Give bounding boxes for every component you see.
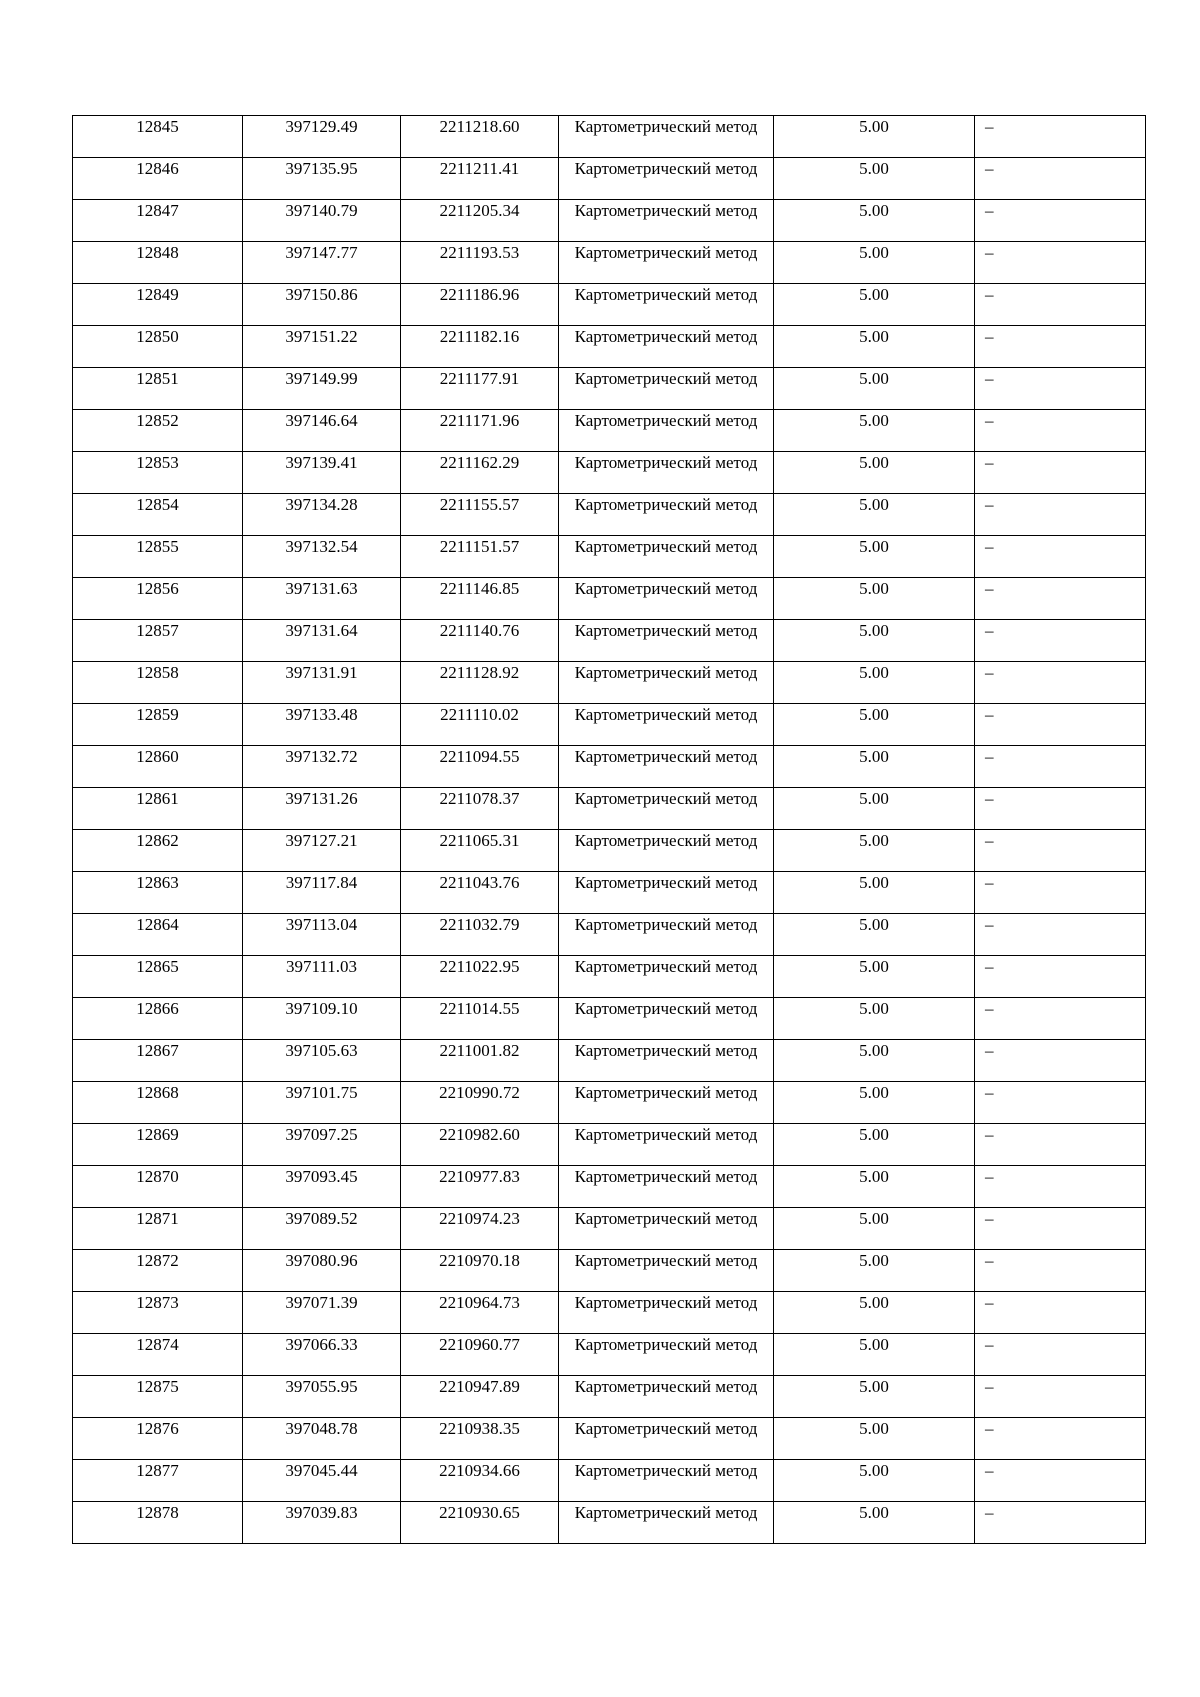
method-cell: Картометрический метод — [559, 1292, 774, 1334]
table-row — [73, 1418, 1146, 1460]
description-cell: – — [975, 830, 1146, 872]
table-row — [73, 410, 1146, 452]
method-cell: Картометрический метод — [559, 242, 774, 284]
y-coordinate-cell: 2211032.79 — [401, 914, 559, 956]
accuracy-cell: 5.00 — [774, 998, 975, 1040]
accuracy-cell: 5.00 — [774, 1040, 975, 1082]
y-coordinate-cell: 2211151.57 — [401, 536, 559, 578]
accuracy-cell: 5.00 — [774, 746, 975, 788]
point-number-cell: 12851 — [73, 368, 243, 410]
method-cell: Картометрический метод — [559, 620, 774, 662]
y-coordinate-cell: 2210977.83 — [401, 1166, 559, 1208]
point-number-cell: 12845 — [73, 116, 243, 158]
method-cell: Картометрический метод — [559, 998, 774, 1040]
method-cell: Картометрический метод — [559, 1502, 774, 1544]
point-number-cell: 12848 — [73, 242, 243, 284]
method-cell: Картометрический метод — [559, 368, 774, 410]
x-coordinate-cell: 397127.21 — [243, 830, 401, 872]
point-number-cell: 12853 — [73, 452, 243, 494]
point-number-cell: 12863 — [73, 872, 243, 914]
accuracy-cell: 5.00 — [774, 494, 975, 536]
accuracy-cell: 5.00 — [774, 1166, 975, 1208]
point-number-cell: 12854 — [73, 494, 243, 536]
table-row — [73, 788, 1146, 830]
y-coordinate-cell: 2210970.18 — [401, 1250, 559, 1292]
point-number-cell: 12876 — [73, 1418, 243, 1460]
method-cell: Картометрический метод — [559, 326, 774, 368]
description-cell: – — [975, 536, 1146, 578]
method-cell: Картометрический метод — [559, 1040, 774, 1082]
y-coordinate-cell: 2210938.35 — [401, 1418, 559, 1460]
description-cell: – — [975, 200, 1146, 242]
table-row — [73, 578, 1146, 620]
x-coordinate-cell: 397101.75 — [243, 1082, 401, 1124]
y-coordinate-cell: 2211014.55 — [401, 998, 559, 1040]
accuracy-cell: 5.00 — [774, 578, 975, 620]
table-row — [73, 1502, 1146, 1544]
accuracy-cell: 5.00 — [774, 1250, 975, 1292]
y-coordinate-cell: 2211155.57 — [401, 494, 559, 536]
description-cell: – — [975, 410, 1146, 452]
table-row — [73, 242, 1146, 284]
x-coordinate-cell: 397105.63 — [243, 1040, 401, 1082]
description-cell: – — [975, 452, 1146, 494]
x-coordinate-cell: 397111.03 — [243, 956, 401, 998]
accuracy-cell: 5.00 — [774, 1502, 975, 1544]
y-coordinate-cell: 2211177.91 — [401, 368, 559, 410]
point-number-cell: 12861 — [73, 788, 243, 830]
point-number-cell: 12867 — [73, 1040, 243, 1082]
description-cell: – — [975, 578, 1146, 620]
accuracy-cell: 5.00 — [774, 368, 975, 410]
y-coordinate-cell: 2211146.85 — [401, 578, 559, 620]
accuracy-cell: 5.00 — [774, 662, 975, 704]
x-coordinate-cell: 397135.95 — [243, 158, 401, 200]
y-coordinate-cell: 2210960.77 — [401, 1334, 559, 1376]
point-number-cell: 12871 — [73, 1208, 243, 1250]
point-number-cell: 12872 — [73, 1250, 243, 1292]
description-cell: – — [975, 914, 1146, 956]
y-coordinate-cell: 2211022.95 — [401, 956, 559, 998]
accuracy-cell: 5.00 — [774, 1082, 975, 1124]
table-row — [73, 914, 1146, 956]
method-cell: Картометрический метод — [559, 746, 774, 788]
y-coordinate-cell: 2211218.60 — [401, 116, 559, 158]
x-coordinate-cell: 397146.64 — [243, 410, 401, 452]
x-coordinate-cell: 397097.25 — [243, 1124, 401, 1166]
table-row — [73, 1292, 1146, 1334]
description-cell: – — [975, 1166, 1146, 1208]
accuracy-cell: 5.00 — [774, 284, 975, 326]
table-row — [73, 1334, 1146, 1376]
description-cell: – — [975, 1124, 1146, 1166]
method-cell: Картометрический метод — [559, 1418, 774, 1460]
description-cell: – — [975, 1502, 1146, 1544]
x-coordinate-cell: 397131.26 — [243, 788, 401, 830]
table-row — [73, 1124, 1146, 1166]
accuracy-cell: 5.00 — [774, 830, 975, 872]
accuracy-cell: 5.00 — [774, 200, 975, 242]
y-coordinate-cell: 2210964.73 — [401, 1292, 559, 1334]
method-cell: Картометрический метод — [559, 1082, 774, 1124]
accuracy-cell: 5.00 — [774, 1376, 975, 1418]
y-coordinate-cell: 2210990.72 — [401, 1082, 559, 1124]
point-number-cell: 12856 — [73, 578, 243, 620]
y-coordinate-cell: 2211162.29 — [401, 452, 559, 494]
y-coordinate-cell: 2210974.23 — [401, 1208, 559, 1250]
point-number-cell: 12850 — [73, 326, 243, 368]
x-coordinate-cell: 397113.04 — [243, 914, 401, 956]
description-cell: – — [975, 326, 1146, 368]
point-number-cell: 12865 — [73, 956, 243, 998]
method-cell: Картометрический метод — [559, 872, 774, 914]
y-coordinate-cell: 2211065.31 — [401, 830, 559, 872]
point-number-cell: 12869 — [73, 1124, 243, 1166]
description-cell: – — [975, 1082, 1146, 1124]
point-number-cell: 12868 — [73, 1082, 243, 1124]
method-cell: Картометрический метод — [559, 1208, 774, 1250]
method-cell: Картометрический метод — [559, 1334, 774, 1376]
table-row — [73, 368, 1146, 410]
table-row — [73, 452, 1146, 494]
x-coordinate-cell: 397045.44 — [243, 1460, 401, 1502]
method-cell: Картометрический метод — [559, 284, 774, 326]
accuracy-cell: 5.00 — [774, 872, 975, 914]
table-row — [73, 1250, 1146, 1292]
point-number-cell: 12873 — [73, 1292, 243, 1334]
accuracy-cell: 5.00 — [774, 410, 975, 452]
table-row — [73, 1208, 1146, 1250]
point-number-cell: 12877 — [73, 1460, 243, 1502]
accuracy-cell: 5.00 — [774, 1292, 975, 1334]
y-coordinate-cell: 2210947.89 — [401, 1376, 559, 1418]
accuracy-cell: 5.00 — [774, 452, 975, 494]
method-cell: Картометрический метод — [559, 410, 774, 452]
description-cell: – — [975, 158, 1146, 200]
method-cell: Картометрический метод — [559, 830, 774, 872]
table-row — [73, 830, 1146, 872]
description-cell: – — [975, 494, 1146, 536]
description-cell: – — [975, 704, 1146, 746]
y-coordinate-cell: 2211043.76 — [401, 872, 559, 914]
table-row — [73, 956, 1146, 998]
point-number-cell: 12874 — [73, 1334, 243, 1376]
description-cell: – — [975, 116, 1146, 158]
method-cell: Картометрический метод — [559, 956, 774, 998]
description-cell: – — [975, 284, 1146, 326]
description-cell: – — [975, 746, 1146, 788]
method-cell: Картометрический метод — [559, 494, 774, 536]
x-coordinate-cell: 397055.95 — [243, 1376, 401, 1418]
point-number-cell: 12878 — [73, 1502, 243, 1544]
method-cell: Картометрический метод — [559, 788, 774, 830]
point-number-cell: 12864 — [73, 914, 243, 956]
point-number-cell: 12862 — [73, 830, 243, 872]
x-coordinate-cell: 397131.91 — [243, 662, 401, 704]
x-coordinate-cell: 397080.96 — [243, 1250, 401, 1292]
table-row — [73, 662, 1146, 704]
x-coordinate-cell: 397093.45 — [243, 1166, 401, 1208]
x-coordinate-cell: 397048.78 — [243, 1418, 401, 1460]
accuracy-cell: 5.00 — [774, 536, 975, 578]
method-cell: Картометрический метод — [559, 578, 774, 620]
y-coordinate-cell: 2211186.96 — [401, 284, 559, 326]
point-number-cell: 12875 — [73, 1376, 243, 1418]
table-row — [73, 998, 1146, 1040]
point-number-cell: 12846 — [73, 158, 243, 200]
x-coordinate-cell: 397147.77 — [243, 242, 401, 284]
y-coordinate-cell: 2211171.96 — [401, 410, 559, 452]
description-cell: – — [975, 1250, 1146, 1292]
x-coordinate-cell: 397071.39 — [243, 1292, 401, 1334]
x-coordinate-cell: 397039.83 — [243, 1502, 401, 1544]
y-coordinate-cell: 2211128.92 — [401, 662, 559, 704]
method-cell: Картометрический метод — [559, 1460, 774, 1502]
method-cell: Картометрический метод — [559, 1124, 774, 1166]
accuracy-cell: 5.00 — [774, 1418, 975, 1460]
description-cell: – — [975, 620, 1146, 662]
x-coordinate-cell: 397117.84 — [243, 872, 401, 914]
x-coordinate-cell: 397131.63 — [243, 578, 401, 620]
x-coordinate-cell: 397129.49 — [243, 116, 401, 158]
point-number-cell: 12852 — [73, 410, 243, 452]
x-coordinate-cell: 397133.48 — [243, 704, 401, 746]
table-row — [73, 326, 1146, 368]
accuracy-cell: 5.00 — [774, 1460, 975, 1502]
point-number-cell: 12849 — [73, 284, 243, 326]
table-row — [73, 494, 1146, 536]
method-cell: Картометрический метод — [559, 914, 774, 956]
point-number-cell: 12857 — [73, 620, 243, 662]
table-row — [73, 284, 1146, 326]
x-coordinate-cell: 397139.41 — [243, 452, 401, 494]
x-coordinate-cell: 397134.28 — [243, 494, 401, 536]
description-cell: – — [975, 1040, 1146, 1082]
coordinates-table-body — [73, 116, 1146, 1544]
accuracy-cell: 5.00 — [774, 704, 975, 746]
method-cell: Картометрический метод — [559, 1250, 774, 1292]
description-cell: – — [975, 788, 1146, 830]
description-cell: – — [975, 662, 1146, 704]
x-coordinate-cell: 397132.72 — [243, 746, 401, 788]
table-row — [73, 116, 1146, 158]
accuracy-cell: 5.00 — [774, 914, 975, 956]
description-cell: – — [975, 872, 1146, 914]
table-row — [73, 620, 1146, 662]
method-cell: Картометрический метод — [559, 536, 774, 578]
method-cell: Картометрический метод — [559, 1166, 774, 1208]
y-coordinate-cell: 2211182.16 — [401, 326, 559, 368]
y-coordinate-cell: 2211094.55 — [401, 746, 559, 788]
description-cell: – — [975, 1418, 1146, 1460]
description-cell: – — [975, 368, 1146, 410]
table-row — [73, 704, 1146, 746]
accuracy-cell: 5.00 — [774, 158, 975, 200]
method-cell: Картометрический метод — [559, 158, 774, 200]
x-coordinate-cell: 397150.86 — [243, 284, 401, 326]
table-row — [73, 1376, 1146, 1418]
accuracy-cell: 5.00 — [774, 620, 975, 662]
y-coordinate-cell: 2211110.02 — [401, 704, 559, 746]
description-cell: – — [975, 1292, 1146, 1334]
accuracy-cell: 5.00 — [774, 1334, 975, 1376]
description-cell: – — [975, 1334, 1146, 1376]
y-coordinate-cell: 2210982.60 — [401, 1124, 559, 1166]
y-coordinate-cell: 2211001.82 — [401, 1040, 559, 1082]
method-cell: Картометрический метод — [559, 1376, 774, 1418]
method-cell: Картометрический метод — [559, 116, 774, 158]
y-coordinate-cell: 2210930.65 — [401, 1502, 559, 1544]
point-number-cell: 12855 — [73, 536, 243, 578]
table-row — [73, 1460, 1146, 1502]
table-row — [73, 1082, 1146, 1124]
x-coordinate-cell: 397149.99 — [243, 368, 401, 410]
method-cell: Картометрический метод — [559, 200, 774, 242]
table-row — [73, 536, 1146, 578]
point-number-cell: 12859 — [73, 704, 243, 746]
x-coordinate-cell: 397109.10 — [243, 998, 401, 1040]
accuracy-cell: 5.00 — [774, 116, 975, 158]
point-number-cell: 12860 — [73, 746, 243, 788]
y-coordinate-cell: 2211078.37 — [401, 788, 559, 830]
x-coordinate-cell: 397089.52 — [243, 1208, 401, 1250]
accuracy-cell: 5.00 — [774, 1124, 975, 1166]
accuracy-cell: 5.00 — [774, 1208, 975, 1250]
description-cell: – — [975, 1376, 1146, 1418]
y-coordinate-cell: 2211193.53 — [401, 242, 559, 284]
y-coordinate-cell: 2211140.76 — [401, 620, 559, 662]
y-coordinate-cell: 2210934.66 — [401, 1460, 559, 1502]
accuracy-cell: 5.00 — [774, 956, 975, 998]
table-row — [73, 872, 1146, 914]
coordinates-table — [72, 115, 1146, 1544]
description-cell: – — [975, 1460, 1146, 1502]
table-row — [73, 200, 1146, 242]
x-coordinate-cell: 397131.64 — [243, 620, 401, 662]
x-coordinate-cell: 397151.22 — [243, 326, 401, 368]
table-row — [73, 158, 1146, 200]
y-coordinate-cell: 2211211.41 — [401, 158, 559, 200]
x-coordinate-cell: 397140.79 — [243, 200, 401, 242]
description-cell: – — [975, 1208, 1146, 1250]
x-coordinate-cell: 397066.33 — [243, 1334, 401, 1376]
point-number-cell: 12858 — [73, 662, 243, 704]
method-cell: Картометрический метод — [559, 452, 774, 494]
method-cell: Картометрический метод — [559, 704, 774, 746]
point-number-cell: 12870 — [73, 1166, 243, 1208]
x-coordinate-cell: 397132.54 — [243, 536, 401, 578]
description-cell: – — [975, 956, 1146, 998]
y-coordinate-cell: 2211205.34 — [401, 200, 559, 242]
table-row — [73, 1166, 1146, 1208]
accuracy-cell: 5.00 — [774, 326, 975, 368]
description-cell: – — [975, 242, 1146, 284]
table-row — [73, 1040, 1146, 1082]
method-cell: Картометрический метод — [559, 662, 774, 704]
point-number-cell: 12866 — [73, 998, 243, 1040]
accuracy-cell: 5.00 — [774, 788, 975, 830]
accuracy-cell: 5.00 — [774, 242, 975, 284]
description-cell: – — [975, 998, 1146, 1040]
table-row — [73, 746, 1146, 788]
point-number-cell: 12847 — [73, 200, 243, 242]
